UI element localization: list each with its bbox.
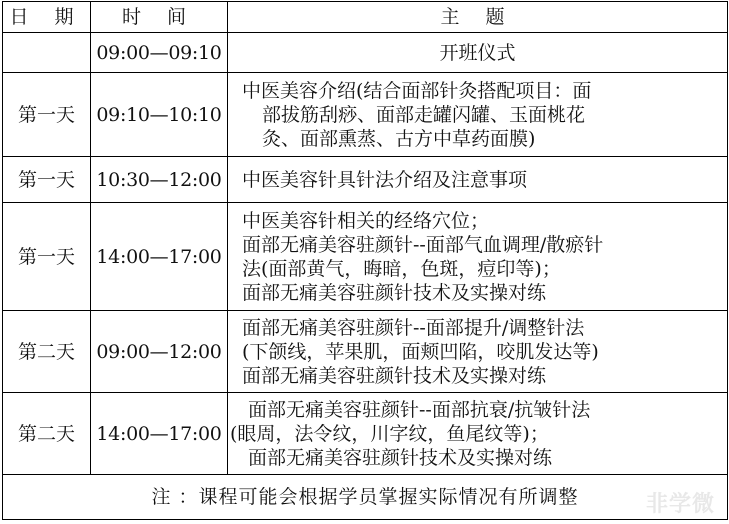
topic-line: 开班仪式 <box>439 41 516 64</box>
topic-line: 面部无痛美容驻颜针技术及实操对练 <box>242 281 547 304</box>
note-row <box>3 475 728 520</box>
topic-cell <box>228 311 728 393</box>
day-cell <box>3 33 91 73</box>
header-topic: 主 题 <box>228 2 728 33</box>
topic-line: 面部无痛美容驻颜针技术及实操对练 <box>248 446 553 469</box>
time-cell: 09:10—10:10 <box>91 73 228 157</box>
time-cell: 14:00—17:00 <box>91 203 228 311</box>
topic-line: 面部无痛美容驻颜针--面部提升/调整针法 <box>242 316 585 339</box>
header-date: 日 期 <box>3 2 91 33</box>
topic-cell <box>228 157 728 203</box>
topic-line: (眼周，法令纹，川字纹，鱼尾纹等)； <box>230 422 549 445</box>
topic-cell <box>228 73 728 157</box>
header-time: 时 间 <box>91 2 228 33</box>
time-cell: 09:00—09:10 <box>91 33 228 73</box>
time-cell: 10:30—12:00 <box>91 157 228 203</box>
topic-line: 中医美容介绍(结合面部针灸搭配项目：面 <box>242 79 592 102</box>
topic-line: (下颌线，苹果肌，面颊凹陷，咬肌发达等) <box>242 340 599 363</box>
note-text: 注 ：课程可能会根据学员掌握实际情况有所调整 <box>3 475 728 520</box>
day-cell: 第一天 <box>3 73 91 157</box>
topic-line: 中医美容针相关的经络穴位； <box>242 209 490 232</box>
time-cell: 14:00—17:00 <box>91 393 228 475</box>
table-row <box>3 393 728 475</box>
day-cell: 第二天 <box>3 311 91 393</box>
table-row <box>3 33 728 73</box>
day-cell: 第二天 <box>3 393 91 475</box>
topic-cell <box>228 393 728 475</box>
topic-line: 灸、面部熏蒸、古方中草药面膜) <box>262 127 536 150</box>
topic-line: 中医美容针具针法介绍及注意事项 <box>242 168 528 191</box>
schedule-table <box>2 1 728 520</box>
topic-line: 面部无痛美容驻颜针技术及实操对练 <box>242 364 547 387</box>
day-cell: 第一天 <box>3 203 91 311</box>
table-row <box>3 157 728 203</box>
table-row <box>3 203 728 311</box>
topic-cell <box>228 33 728 73</box>
day-cell: 第一天 <box>3 157 91 203</box>
topic-cell <box>228 203 728 311</box>
table-row <box>3 73 728 157</box>
topic-line: 面部无痛美容驻颜针--面部抗衰/抗皱针法 <box>248 398 591 421</box>
watermark-logo: 非学微 <box>645 492 715 517</box>
topic-line: 部拔筋刮痧、面部走罐闪罐、玉面桃花 <box>262 103 586 126</box>
topic-line: 法(面部黄气，晦暗，色斑，痘印等)； <box>242 257 561 280</box>
table-row <box>3 311 728 393</box>
header-row <box>3 2 728 33</box>
topic-line: 面部无痛美容驻颜针--面部气血调理/散瘀针 <box>242 233 604 256</box>
time-cell: 09:00—12:00 <box>91 311 228 393</box>
